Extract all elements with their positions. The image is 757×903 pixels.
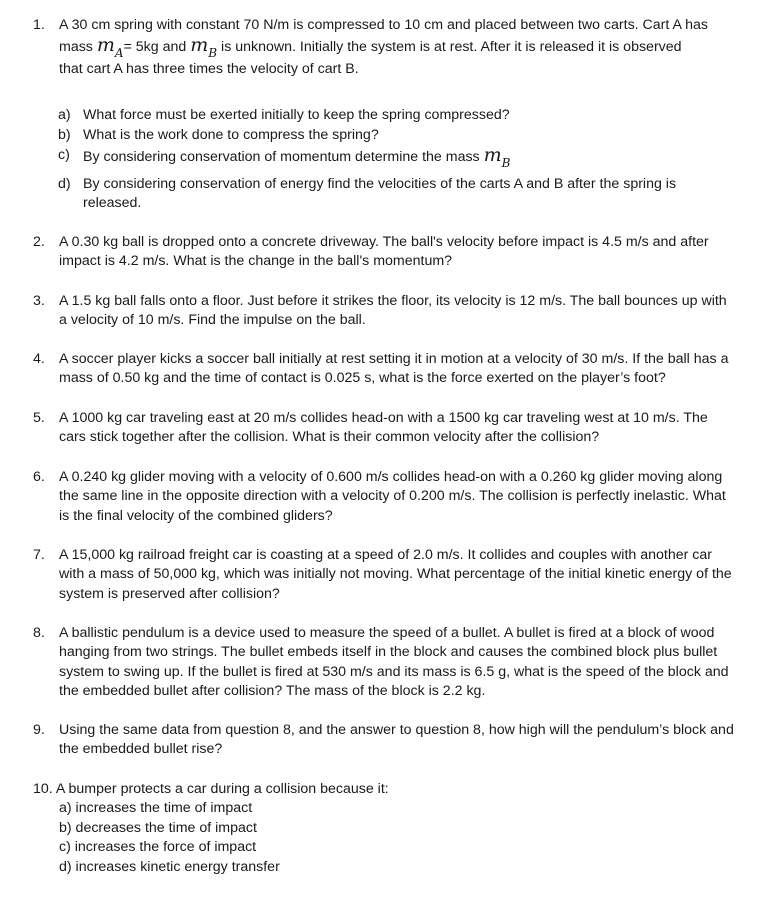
question-number: 7. <box>33 547 45 563</box>
question-number: 8. <box>33 625 45 641</box>
subquestion-1a: a) What force must be exerted initially to keep the spring compressed? <box>58 107 510 123</box>
answer-option: d) increases kinetic energy transfer <box>59 858 280 875</box>
question-number: 4. <box>33 351 45 367</box>
question-number: 9. <box>33 722 45 738</box>
mass-b-symbol: m <box>190 34 209 57</box>
question-text: A bumper protects a car during a collision because it: <box>55 781 389 797</box>
question-7 <box>33 546 738 604</box>
question-number: 5. <box>33 410 45 426</box>
question-4 <box>33 350 738 389</box>
question-text: A 1000 kg car traveling east at 20 m/s collides head-on with a 1500 kg car traveling west at 10 m/s. The cars stick together after the collision. What is their common velocity after the collision? <box>59 410 708 446</box>
question-text: A 1.5 kg ball falls onto a floor. Just before it strikes the floor, its velocity is 12 m/s. The ball bounces up with a velocity of 10 m/s. Find the impulse on the ball. <box>59 293 727 329</box>
question-10 <box>33 780 738 799</box>
question-number: 6. <box>33 469 45 485</box>
subquestion-1d: d) By considering conservation of energy find the velocities of the carts A and B after the spring is released. <box>58 176 677 212</box>
mass-b-symbol: m <box>483 144 502 166</box>
question-text: A ballistic pendulum is a device used to measure the speed of a bullet. A bullet is fired at a block of wood hanging from two strings. The bullet embeds itself in the block and causes the combined block plus bullet system to swing up. If the bullet is fired at 530 m/s and its mass is 6.5 g, what is the speed of the block and the embedded bullet after collision? The mass of the block is 2.2 kg. <box>59 625 729 700</box>
question-number: 2. <box>33 234 45 250</box>
question-8 <box>33 624 738 702</box>
answer-option: a) increases the time of impact <box>59 800 253 816</box>
question-6 <box>33 468 738 526</box>
question-text: A 15,000 kg railroad freight car is coasting at a speed of 2.0 m/s. It collides and couples with another car with a mass of 50,000 kg, which was initially not moving. What percentage of the initial kinetic energy of the system is preserved after collision? <box>59 547 732 602</box>
question-number: 10. <box>33 781 53 797</box>
subquestion-1b: b) What is the work done to compress the spring? <box>58 127 379 143</box>
question-1 <box>33 16 738 79</box>
question-9 <box>33 721 738 760</box>
subquestion-1c: c) By considering conservation of momentum determine the mass $m_B$ <box>58 144 511 170</box>
question-text: A 0.240 kg glider moving with a velocity of 0.600 m/s collides head-on with a 0.260 kg glider moving along the same line in the opposite direction with a velocity of 0.200 m/s. The collision is perfectly inelastic. What is the final velocity of the combined gliders? <box>59 469 726 524</box>
question-2 <box>33 233 738 272</box>
answer-options <box>59 799 280 877</box>
question-number: 3. <box>33 293 45 309</box>
question-text: Using the same data from question 8, and the answer to question 8, how high will the pendulum’s block and the embedded bullet rise? <box>59 722 734 758</box>
question-text: A 0.30 kg ball is dropped onto a concrete driveway. The ball's velocity before impact is 4.5 m/s and after impact is 4.2 m/s. What is the change in the ball's momentum? <box>59 234 709 270</box>
question-number: 1. <box>33 17 45 33</box>
question-text: A soccer player kicks a soccer ball initially at rest setting it in motion at a velocity of 30 m/s. If the ball has a mass of 0.50 kg and the time of contact is 0.025 s, what is the force exerted on the player’s foot? <box>59 351 729 387</box>
question-text: A 30 cm spring with constant 70 N/m is compressed to 10 cm and placed between two carts. Cart A has mass $m_A= 5kg$ and $m_B$ is unknown. Initially the system is at rest. After it is released it is observed that cart A has three times the velocity of cart B. <box>59 17 708 77</box>
mass-a-symbol: m <box>96 34 115 57</box>
question-5 <box>33 409 738 448</box>
question-3 <box>33 292 738 331</box>
answer-option: b) decreases the time of impact <box>59 819 257 836</box>
answer-option: c) increases the force of impact <box>59 839 257 856</box>
